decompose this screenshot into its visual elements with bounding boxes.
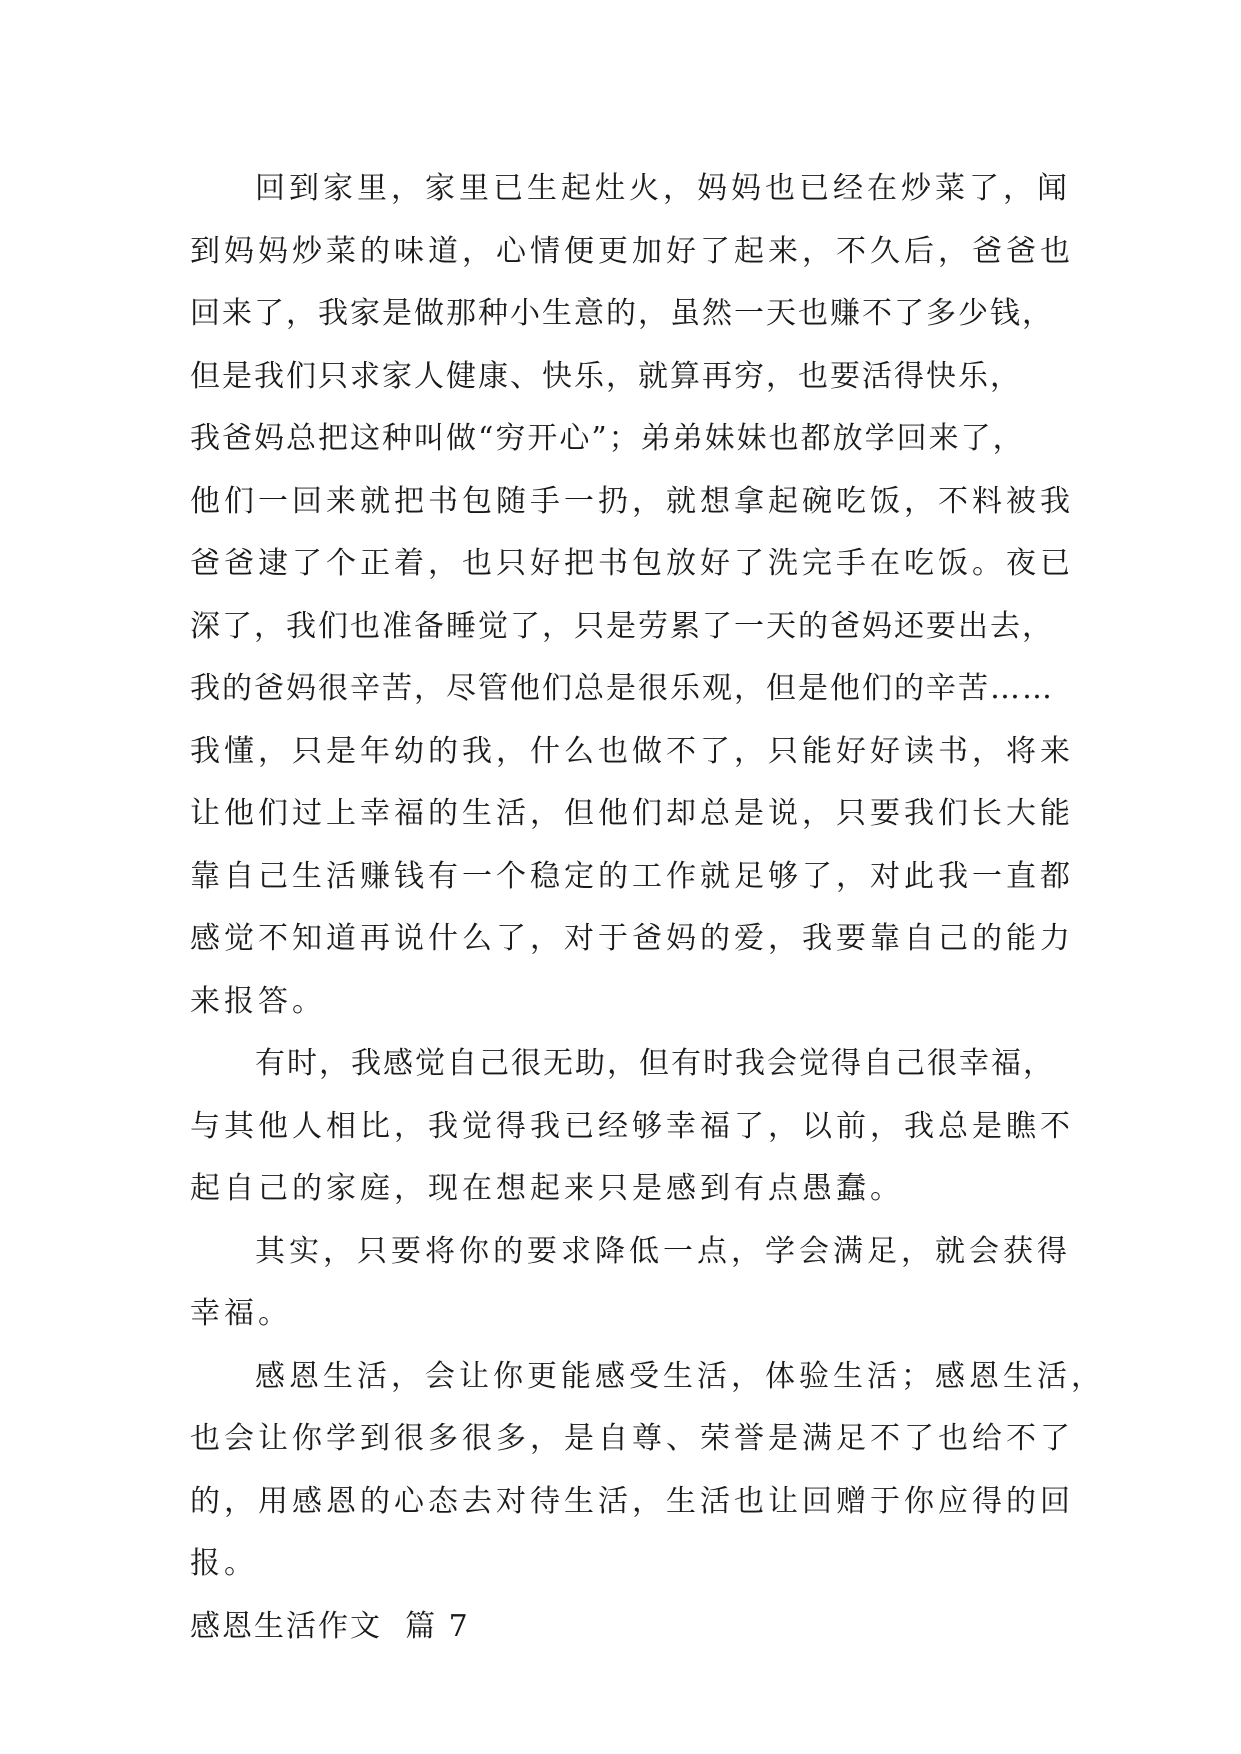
paragraph-line: 感觉不知道再说什么了，对于爸妈的爱，我要靠自己的能力 [190,921,1074,956]
paragraph-line: 感恩生活，会让你更能感受生活，体验生活；感恩生活， [255,1358,1105,1394]
paragraph-line: 报。 [190,1546,258,1581]
paragraph-line: 到妈妈炒菜的味道，心情便更加好了起来，不久后，爸爸也 [190,233,1074,269]
section-heading: 感恩生活作文 篇 7 [190,1608,470,1644]
paragraph-line: 与其他人相比，我觉得我已经够幸福了，以前，我总是瞧不 [190,1108,1074,1144]
paragraph-1 [190,158,1074,1033]
document-page [190,158,1105,1658]
paragraph-line: 我的爸妈很辛苦，尽管他们总是很乐观，但是他们的辛苦…… [190,671,1054,706]
paragraph-line: 有时，我感觉自己很无助，但有时我会觉得自己很幸福， [255,1046,1055,1081]
paragraph-line: 但是我们只求家人健康、快乐，就算再穷，也要活得快乐， [190,358,1022,394]
paragraph-line: 幸福。 [190,1296,292,1331]
paragraph-line: 爸爸逮了个正着，也只好把书包放好了洗完手在吃饭。夜已 [190,546,1074,581]
paragraph-line: 我懂，只是年幼的我，什么也做不了，只能好好读书，将来 [190,733,1074,769]
paragraph-4 [190,1346,1105,1596]
paragraph-line: 我爸妈总把这种叫做“穷开心”；弟弟妹妹也都放学回来了， [190,421,1025,456]
paragraph-2 [190,1033,1074,1221]
paragraph-line: 靠自己生活赚钱有一个稳定的工作就足够了，对此我一直都 [190,858,1074,894]
paragraph-line: 其实，只要将你的要求降低一点，学会满足，就会获得 [255,1233,1071,1269]
paragraph-3 [190,1221,1071,1346]
paragraph-line: 回来了，我家是做那种小生意的，虽然一天也赚不了多少钱， [190,296,1054,331]
paragraph-line: 让他们过上幸福的生活，但他们却总是说，只要我们长大能 [190,796,1074,831]
paragraph-line: 回到家里，家里已生起灶火，妈妈也已经在炒菜了，闻 [255,171,1071,206]
paragraph-line: 也会让你学到很多很多，是自尊、荣誉是满足不了也给不了 [190,1421,1074,1456]
paragraph-line: 深了，我们也准备睡觉了，只是劳累了一天的爸妈还要出去， [190,608,1054,644]
paragraph-line: 的，用感恩的心态去对待生活，生活也让回赠于你应得的回 [190,1483,1074,1519]
paragraph-line: 来报答。 [190,983,326,1019]
paragraph-line: 起自己的家庭，现在想起来只是感到有点愚蠢。 [190,1171,904,1206]
paragraph-line: 他们一回来就把书包随手一扔，就想拿起碗吃饭，不料被我 [190,483,1074,519]
